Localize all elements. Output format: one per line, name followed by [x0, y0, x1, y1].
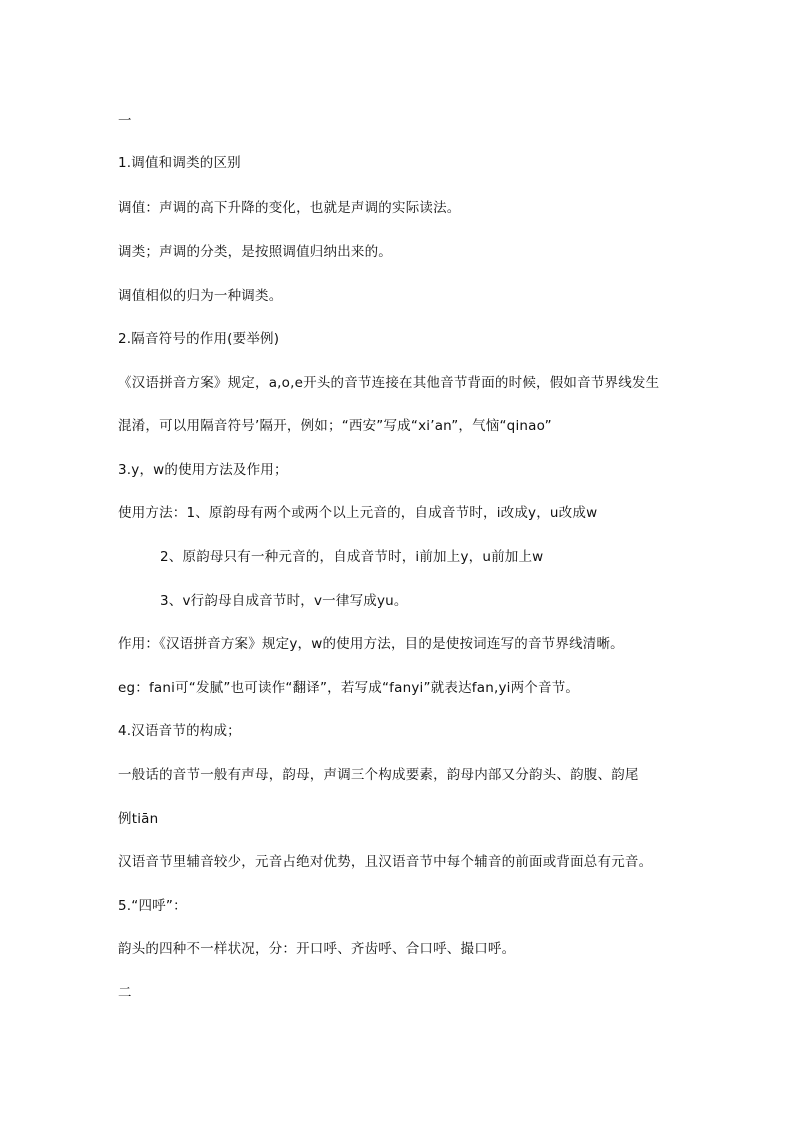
paragraph-tone-value: 调值：声调的高下升降的变化，也就是声调的实际读法。 [118, 200, 461, 216]
paragraph-usage-purpose: 作用：《汉语拼音方案》规定y，w的使用方法，目的是使按词连写的音节界线清晰。 [118, 636, 624, 652]
heading-y-w-usage: 3.y，w的使用方法及作用； [118, 462, 288, 478]
paragraph-separator-example: 混淆，可以用隔音符号’隔开，例如；“西安”写成“xi’an”，气恼“qinao” [118, 418, 552, 434]
section-heading-one: 一 [118, 113, 132, 129]
heading-tone-value-vs-category: 1.调值和调类的区别 [118, 155, 241, 171]
section-heading-two: 二 [118, 985, 132, 1001]
paragraph-similar-values: 调值相似的归为一种调类。 [118, 288, 283, 304]
heading-separator-mark: 2.隔音符号的作用(要举例) [118, 331, 280, 347]
paragraph-syllable-elements: 一般话的音节一般有声母，韵母，声调三个构成要素，韵母内部又分韵头、韵腹、韵尾 [118, 767, 639, 783]
paragraph-vowel-dominance: 汉语音节里辅音较少，元音占绝对优势，且汉语音节中每个辅音的前面或背面总有元音。 [118, 854, 653, 870]
paragraph-tone-category: 调类；声调的分类，是按照调值归纳出来的。 [118, 244, 392, 260]
heading-four-hu: 5.“四呼”： [118, 898, 187, 914]
paragraph-usage-rule-3: 3、v行韵母自成音节时，v一律写成yu。 [160, 593, 408, 609]
paragraph-syllable-example: 例tiān [118, 811, 159, 827]
paragraph-usage-rule-2: 2、原韵母只有一种元音的，自成音节时，i前加上y，u前加上w [160, 549, 544, 565]
paragraph-usage-example: eg：fani可“发腻”也可读作“翻译”，若写成“fanyi”就表达fan,yi两个音节。 [118, 680, 580, 696]
heading-syllable-structure: 4.汉语音节的构成； [118, 723, 241, 739]
paragraph-four-hu-types: 韵头的四种不一样状况，分：开口呼、齐齿呼、合口呼、撮口呼。 [118, 941, 516, 957]
paragraph-usage-rule-1: 使用方法：1、原韵母有两个或两个以上元音的，自成音节时，i改成y，u改成w [118, 505, 598, 521]
paragraph-separator-rule: 《汉语拼音方案》规定，a,o,e开头的音节连接在其他音节背面的时候，假如音节界线发生 [118, 375, 660, 391]
